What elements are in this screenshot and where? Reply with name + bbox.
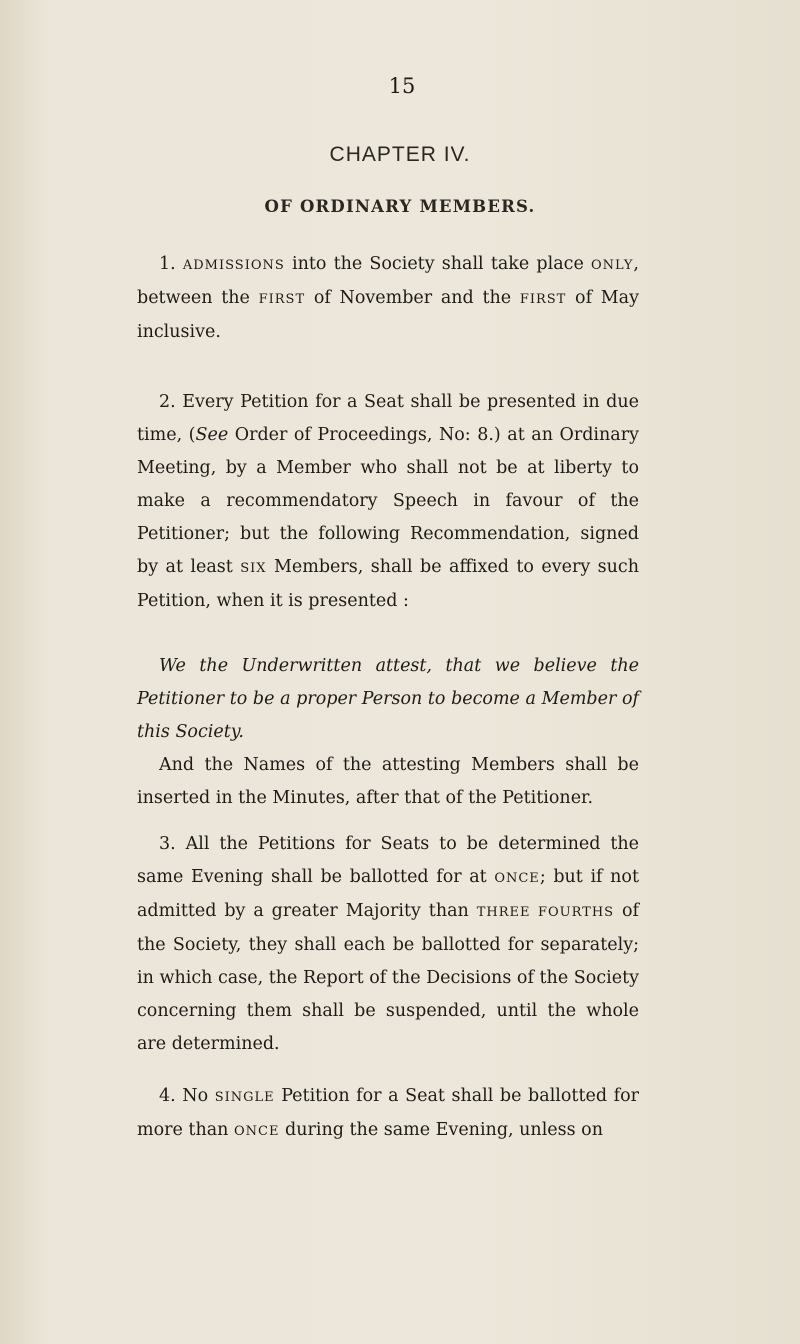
chapter-title: CHAPTER IV.	[329, 143, 471, 166]
section-title: OF ORDINARY MEMBERS.	[264, 197, 536, 216]
paragraph-1: 1. ADMISSIONS into the Society shall take place ONLY, between the FIRST of November and the FIRST of May inclusive.	[137, 254, 639, 342]
recommendation-formula: We the Underwritten attest, that we believe the Petitioner to be a proper Person to become a Member of this Society.	[137, 656, 639, 742]
paragraph-3: 3. All the Petitions for Seats to be determined the same Evening shall be ballotted for at ONCE; but if not admitted by a greater Majority than THREE FOURTHS of the Society, they shall each be ballotted for separately; in which case, the Report of the Decisions of the Society concerning them shall be suspended, until the whole are determined.	[137, 834, 639, 1054]
paragraph-number: 3.	[159, 834, 176, 854]
paragraph-4: 4. No SINGLE Petition for a Seat shall be ballotted for more than ONCE during the same Evening, unless on	[137, 1086, 639, 1140]
paragraph-number: 2.	[159, 392, 176, 412]
paragraph-number: 4.	[159, 1086, 176, 1106]
paragraph-2: 2. Every Petition for a Seat shall be presented in due time, (See Order of Proceedings, No: 8.) at an Ordinary Meeting, by a Member who shall not be at liberty to make a recommendatory Speech in favour of the Petitioner; but the following Recommendation, signed by at least SIX Members, shall be affixed to every such Petition, when it is presented :	[137, 392, 639, 611]
paragraph-number: 1.	[159, 254, 176, 274]
page-number: 15	[388, 74, 416, 98]
paragraph-2-continuation: And the Names of the attesting Members shall be inserted in the Minutes, after that of the Petitioner.	[137, 755, 639, 808]
